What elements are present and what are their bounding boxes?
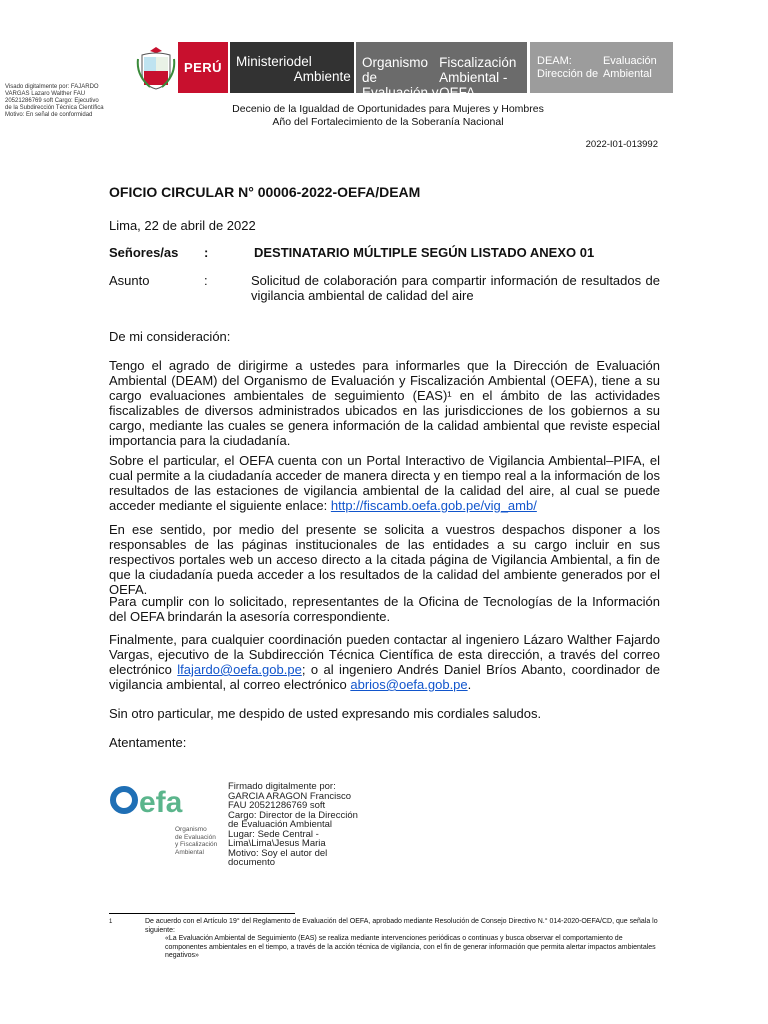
recipients-value: DESTINATARIO MÚLTIPLE SEGÚN LISTADO ANEXO 01	[254, 245, 595, 260]
sig-line-3: FAU 20521286769 soft	[228, 800, 326, 811]
ministry-line-1: Ministerio	[236, 54, 294, 69]
recipients-row	[109, 245, 660, 261]
logo-sub-1: Organismo	[175, 826, 207, 833]
oefa-logo-o	[113, 789, 135, 811]
oefa-logo	[109, 782, 209, 823]
paragraph-5	[109, 632, 660, 692]
oefa-logo-subtitle	[175, 826, 217, 856]
paragraph-2-text: Sobre el particular, el OEFA cuenta con un Portal Interactivo de Vigilancia Ambiental–PIFA, el cual permite a la ciudadanía acceder de manera directa y en tiempo real a la información de los resultados de las estaciones de vigilancia ambiental de la calidad del aire, al cual se puede acceder mediante el siguiente enlace:	[109, 453, 660, 513]
paragraph-6: Sin otro particular, me despido de usted expresando mis cordiales saludos.	[109, 706, 542, 721]
organism-line-1: Organismo de Evaluación y	[362, 55, 439, 100]
document-title: OFICIO CIRCULAR N° 00006-2022-OEFA/DEAM	[109, 184, 421, 200]
pifa-link[interactable]: http://fiscamb.oefa.gob.pe/vig_amb/	[330, 498, 537, 513]
paragraph-4: Para cumplir con lo solicitado, representantes de la Oficina de Tecnologías de la Información del OEFA brindarán la asesoría correspondiente.	[109, 594, 660, 624]
sig-line-4: Cargo: Director de la Dirección	[228, 809, 358, 821]
ministry-line-2: del Ambiente	[293, 54, 351, 84]
oefa-logo-efa: efa	[139, 786, 183, 818]
registry-number: 2022-I01-013992	[585, 139, 658, 150]
decenio-line-2: Año del Fortalecimiento de la Soberanía Nacional	[272, 116, 504, 128]
sig-line-9: documento	[228, 857, 276, 868]
subject-value: Solicitud de colaboración para compartir información de resultados de vigilancia ambiental de calidad del aire	[251, 273, 660, 303]
logo-sub-2: de Evaluación	[175, 833, 216, 841]
paragraph-5-text-c: .	[467, 677, 472, 692]
direction-line-1: DEAM: Dirección de	[537, 55, 599, 80]
paragraph-2	[109, 453, 660, 513]
decenio-line-1: Decenio de la Igualdad de Oportunidades para Mujeres y Hombres	[232, 103, 544, 115]
recipients-colon: :	[204, 245, 209, 260]
email-link-brios[interactable]: abrios@oefa.gob.pe	[350, 677, 468, 692]
footnote-number: 1	[109, 919, 113, 925]
digital-signature-block	[228, 782, 368, 868]
closing: Atentamente:	[109, 735, 187, 750]
footnote-separator	[109, 913, 295, 914]
direction-label	[530, 42, 673, 93]
sig-line-2: GARCIA ARAGON Francisco	[228, 790, 352, 802]
sig-line-5: de Evaluación Ambiental	[228, 819, 333, 830]
organism-line-2: Fiscalización Ambiental - OEFA	[439, 55, 517, 100]
greeting: De mi consideración:	[109, 329, 231, 344]
footnote-text-2: «La Evaluación Ambiental de Seguimiento (EAS) se realiza mediante intervenciones periódicas o continuas y busca observar el comportamiento de componentes ambientales en el tiempo, a través de la acción técnica de vigilancia, con el fin de generar información que permita alertar impactos ambientales negativos»	[165, 935, 656, 959]
paragraph-3: En ese sentido, por medio del presente se solicita a vuestros despachos disponer a los responsables de las páginas institucionales de las entidades a su cargo incluir en sus respectivos portales web un acceso directo a la citada página de Vigilancia Ambiental, a fin de que la ciudadanía pueda acceder a los resultados de la calidad del ambiente generados por el OEFA.	[109, 522, 660, 597]
peru-coat-of-arms-icon	[133, 42, 178, 93]
email-link-fajardo[interactable]: lfajardo@oefa.gob.pe	[177, 662, 302, 677]
sig-line-8: Motivo: Soy el autor del	[228, 847, 328, 859]
peru-label: PERÚ	[178, 42, 228, 93]
logo-sub-3: y Fiscalización	[175, 841, 218, 848]
subject-colon: :	[204, 273, 208, 288]
sig-line-6: Lugar: Sede Central -	[228, 828, 319, 840]
paragraph-1: Tengo el agrado de dirigirme a ustedes para informarles que la Dirección de Evaluación Ambiental (DEAM) del Organismo de Evaluación y Fiscalización Ambiental (OEFA), tiene a su cargo evaluaciones ambientales de seguimiento (EAS)¹ en el ámbito de las actividades fiscalizables de diversos administrados ubicados en las jurisdicciones de los gobiernos a su cargo, mediante las cuales se genera información de la calidad ambiental que reviste especial importancia para la ciudadanía.	[109, 358, 660, 448]
decenio-header	[120, 103, 656, 129]
document-date: Lima, 22 de abril de 2022	[109, 218, 256, 233]
ministry-label	[230, 42, 354, 93]
side-digital-signature: Visado digitalmente por: FAJARDO VARGAS Lazaro Walther FAU 20521286769 soft Cargo: Ejecutivo de la Subdirección Técnica Científica Motivo: En señal de conformidad	[5, 84, 104, 118]
recipients-label: Señores/as	[109, 245, 179, 260]
subject-row	[109, 273, 660, 305]
direction-line-2: Evaluación Ambiental	[602, 55, 657, 80]
sig-line-7: Lima\Lima\Jesus Maria	[228, 838, 326, 849]
logo-sub-4: Ambiental	[175, 848, 204, 856]
organism-label	[356, 42, 527, 100]
footnote-text-1: De acuerdo con el Artículo 19° del Reglamento de Evaluación del OEFA, aprobado mediante Resolución de Consejo Directivo N.° 014-2020-OEFA/CD, que señala lo siguiente:	[145, 918, 658, 934]
paragraph-5-text-b: ; o al ingeniero Andrés Daniel Bríos Abanto, coordinador de vigilancia ambiental, al correo electrónico	[109, 662, 660, 692]
subject-label: Asunto	[109, 273, 150, 288]
sig-line-1: Firmado digitalmente por:	[228, 781, 336, 792]
paragraph-5-text-a: Finalmente, para cualquier coordinación pueden contactar al ingeniero Lázaro Walther Fajardo Vargas, ejecutivo de la Subdirección Técnica Científica de esta dirección, a través del correo electrónico	[109, 632, 660, 677]
